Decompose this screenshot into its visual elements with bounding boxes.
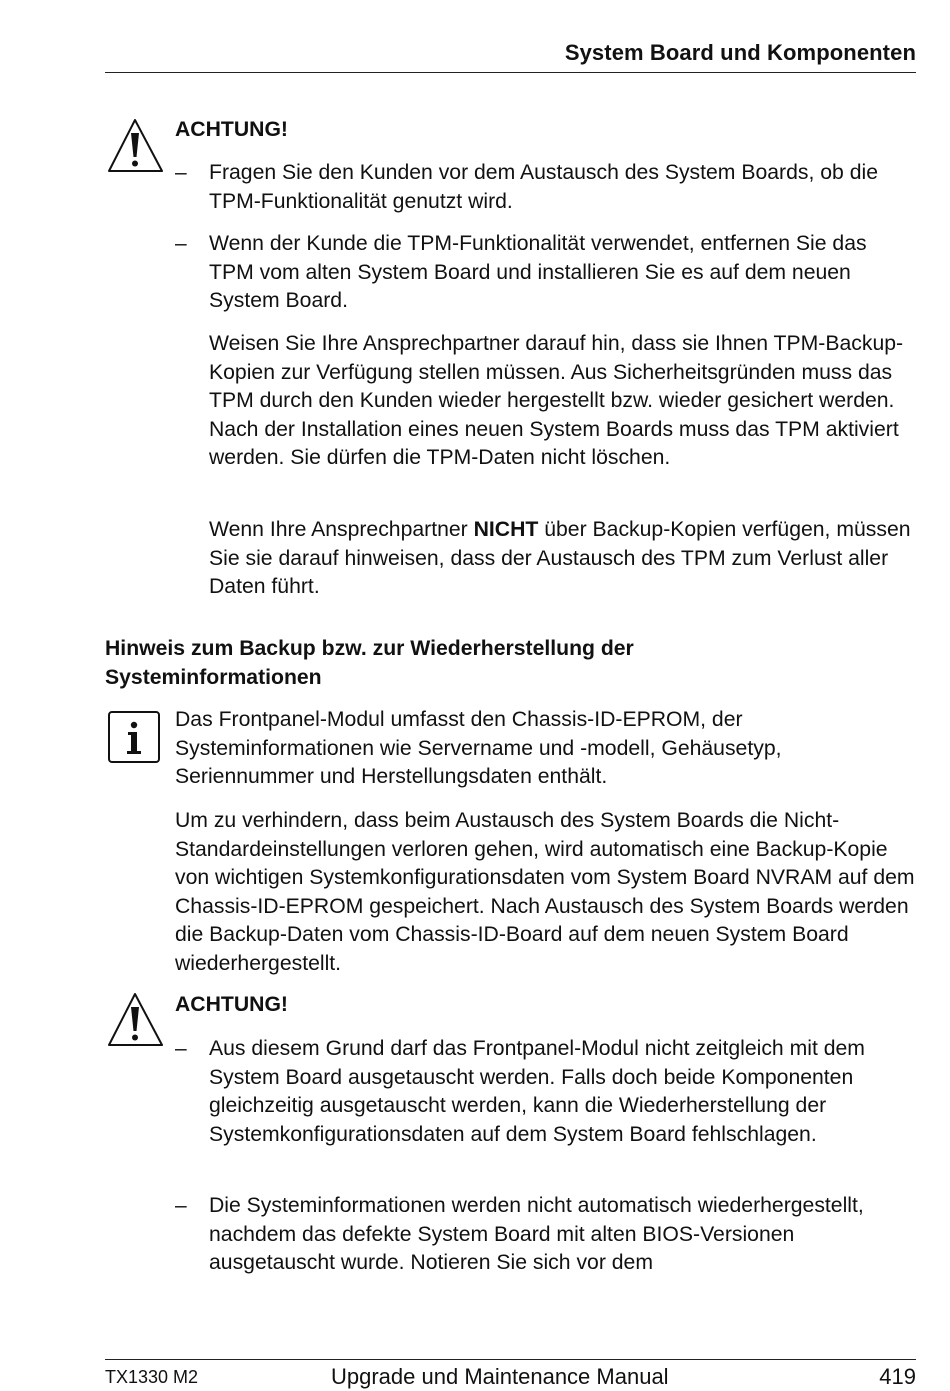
bullet-dash: – bbox=[175, 161, 187, 184]
warning-item: Wenn der Kunde die TPM-Funktionalität verwendet, entfernen Sie das TPM vom alten System Board und installieren Sie es auf dem neuen System Board. bbox=[209, 232, 867, 312]
bullet-dash: – bbox=[175, 1194, 187, 1217]
footer-model: TX1330 M2 bbox=[105, 1367, 199, 1387]
header-rule bbox=[105, 72, 916, 73]
section-heading: Hinweis zum Backup bzw. zur Wiederherstellung der Systeminformationen bbox=[105, 637, 634, 689]
warning-item: Die Systeminformationen werden nicht automatisch wiederhergestellt, nachdem das defekte System Board mit alten BIOS-Versionen ausgetauscht wurde. Notieren Sie sich vor dem bbox=[209, 1194, 864, 1274]
info-paragraph: Um zu verhindern, dass beim Austausch des System Boards die Nicht-Standardeinstellungen verloren gehen, wird automatisch eine Backup-Kopie von wichtigen Systemkonfigurationsdaten vom System Board NVRAM auf dem Chassis-ID-EPROM gespeichert. Nach Austausch des System Boards werden die Backup-Daten vom Chassis-ID-Board auf dem neuen System Board wiederhergestellt. bbox=[175, 809, 915, 975]
text-run: Wenn Ihre Ansprechpartner bbox=[209, 518, 474, 541]
warning-triangle-icon bbox=[105, 117, 165, 177]
text-run: über Backup-Kopien verfügen, müssen Sie sie darauf hinweisen, dass der Austausch des TPM zum Verlust aller Daten führt. bbox=[209, 518, 911, 598]
emphasis-text: NICHT bbox=[473, 518, 539, 541]
info-paragraph: Das Frontpanel-Modul umfasst den Chassis-ID-EPROM, der Systeminformationen wie Servername und -modell, Gehäusetyp, Seriennummer und Herstellungsdaten enthält. bbox=[175, 708, 782, 788]
warning-title: ACHTUNG! bbox=[175, 118, 288, 141]
warning-item: Aus diesem Grund darf das Frontpanel-Modul nicht zeitgleich mit dem System Board ausgetauscht werden. Falls doch beide Komponenten gleichzeitig ausgetauscht werden, kann die Wiederherstellung der Systemkonfigurationsdaten auf dem System Board fehlschlagen. bbox=[209, 1037, 865, 1146]
footer-manual-title: Upgrade und Maintenance Manual bbox=[331, 1364, 669, 1389]
info-icon bbox=[108, 711, 160, 763]
page-number: 419 bbox=[879, 1364, 916, 1389]
header-title: System Board und Komponenten bbox=[564, 40, 916, 65]
warning-paragraph bbox=[209, 516, 921, 602]
warning-item: Fragen Sie den Kunden vor dem Austausch des System Boards, ob die TPM-Funktionalität genutzt wird. bbox=[209, 161, 878, 213]
bullet-dash: – bbox=[175, 1037, 187, 1060]
warning-triangle-icon bbox=[105, 991, 165, 1051]
warning-title: ACHTUNG! bbox=[175, 993, 288, 1016]
bullet-dash: – bbox=[175, 232, 187, 255]
warning-paragraph: Weisen Sie Ihre Ansprechpartner darauf hin, dass sie Ihnen TPM-Backup-Kopien zur Verfügung stellen müssen. Aus Sicherheitsgründen muss das TPM durch den Kunden wieder hergestellt bzw. wieder gesichert werden. Nach der Installation eines neuen System Boards muss das TPM aktiviert werden. Sie dürfen die TPM-Daten nicht löschen. bbox=[209, 332, 904, 469]
footer-rule bbox=[105, 1359, 916, 1360]
